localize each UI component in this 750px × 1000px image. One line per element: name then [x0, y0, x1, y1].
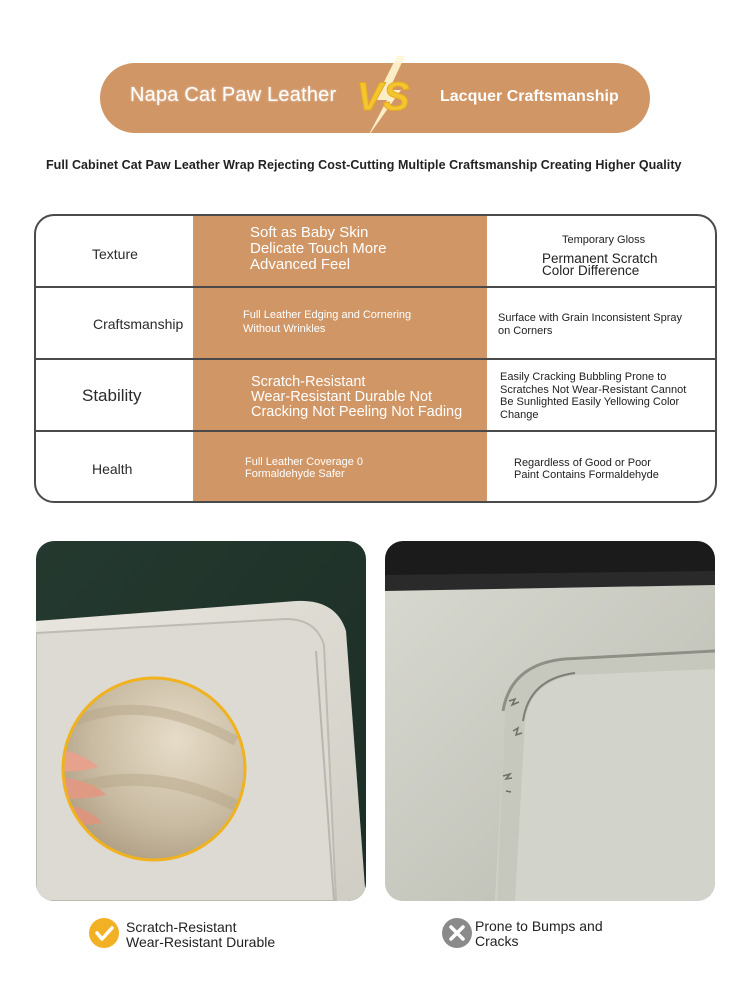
lacquer-text: Permanent Scratch	[542, 251, 658, 266]
comparison-table	[34, 214, 717, 503]
lacquer-text: Temporary Gloss	[562, 234, 646, 246]
lacquer-text: Paint Contains Formaldehyde	[514, 469, 659, 481]
table-row-stability	[36, 360, 715, 432]
table-row-texture	[36, 216, 715, 288]
lacquer-cabinet-photo	[385, 541, 715, 901]
leather-text: Soft as Baby Skin	[250, 224, 369, 241]
leather-text: Full Leather Coverage 0	[245, 456, 364, 468]
row-label: Craftsmanship	[93, 316, 184, 332]
leather-title: Napa Cat Paw Leather	[130, 84, 337, 106]
lacquer-text: Change	[500, 408, 539, 421]
leather-text: Formaldehyde Safer	[245, 468, 345, 480]
lacquer-text: on Corners	[498, 325, 553, 337]
row-label: Texture	[92, 246, 138, 262]
lacquer-cell	[487, 288, 715, 358]
lacquer-text: Be Sunlighted Easily Yellowing Color	[500, 396, 680, 408]
lacquer-text: Scratches Not Wear-Resistant Cannot	[500, 383, 687, 396]
leather-cell	[193, 288, 487, 358]
leather-text: Delicate Touch More	[250, 240, 387, 257]
leather-cell	[193, 432, 487, 503]
leather-text: Scratch-Resistant	[251, 374, 366, 390]
table-row-craftsmanship	[36, 288, 715, 360]
leather-caption	[126, 920, 275, 949]
row-label: Stability	[82, 386, 142, 405]
caption-line: Cracks	[475, 933, 519, 950]
leather-text: Without Wrinkles	[243, 323, 326, 335]
lacquer-text: Surface with Grain Inconsistent Spray	[498, 312, 683, 324]
leather-cell	[193, 360, 487, 430]
lacquer-cell	[487, 216, 715, 286]
table-row-health	[36, 432, 715, 503]
leather-text: Full Leather Edging and Cornering	[243, 309, 412, 321]
caption-line: Prone to Bumps and	[475, 918, 603, 934]
lacquer-text: Regardless of Good or Poor	[514, 457, 651, 469]
lacquer-cell	[487, 360, 715, 430]
leather-text: Wear-Resistant Durable Not	[251, 389, 433, 405]
subtitle: Full Cabinet Cat Paw Leather Wrap Rejecting Cost-Cutting Multiple Craftsmanship Creating Higher Quality	[46, 158, 682, 172]
check-icon	[89, 918, 119, 948]
leather-cell	[193, 216, 487, 286]
leather-text: Cracking Not Peeling Not Fading	[251, 404, 463, 420]
cross-icon	[442, 918, 472, 948]
leather-cabinet-photo	[36, 541, 366, 901]
leather-text: Advanced Feel	[250, 256, 351, 273]
caption-line: Scratch-Resistant	[126, 919, 237, 935]
lacquer-text: Easily Cracking Bubbling Prone to	[500, 371, 667, 383]
lacquer-caption	[475, 919, 603, 950]
row-label: Health	[92, 461, 133, 477]
lacquer-title: Lacquer Craftsmanship	[440, 88, 619, 105]
vs-label: VS	[356, 75, 410, 119]
lacquer-text: Color Difference	[542, 263, 640, 278]
caption-line: Wear-Resistant Durable	[126, 933, 276, 950]
vs-lightning-icon	[353, 54, 417, 140]
lacquer-cell	[487, 432, 715, 503]
